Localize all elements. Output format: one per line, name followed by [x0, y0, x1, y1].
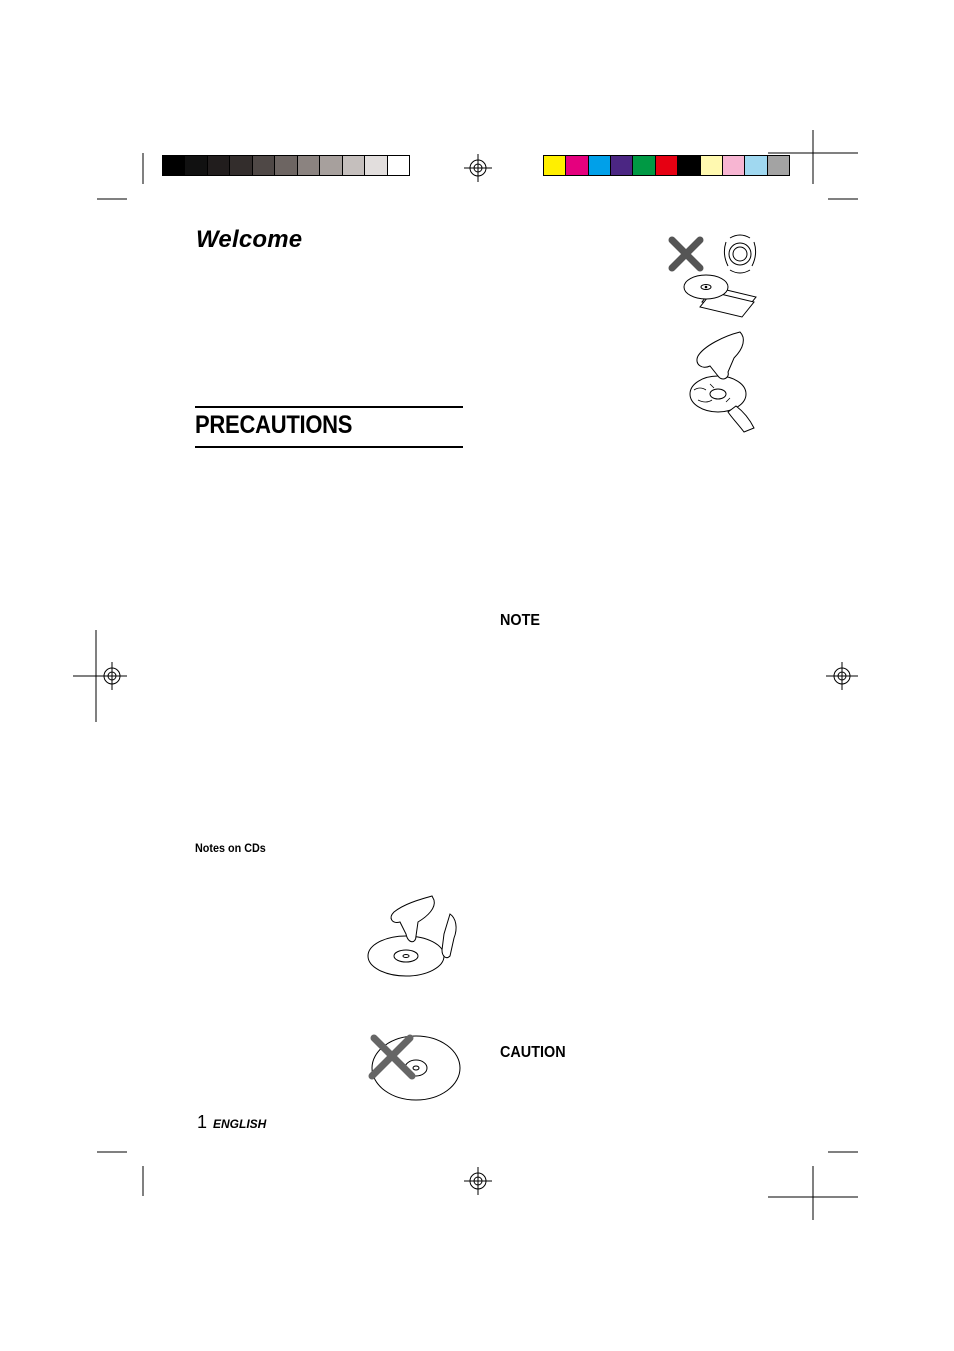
target-top: [464, 154, 492, 182]
gray-swatch: [343, 156, 365, 175]
color-swatch: [768, 156, 789, 175]
color-swatch: [745, 156, 767, 175]
color-swatch: [611, 156, 633, 175]
grayscale-calibration-bar: [162, 155, 410, 176]
cross-icon: [672, 240, 700, 268]
cd-case-icon: [684, 275, 756, 317]
wipe-cd-illustration: [684, 328, 780, 436]
color-swatch: [656, 156, 678, 175]
precautions-rule-bottom: [195, 446, 463, 448]
color-swatch: [723, 156, 745, 175]
color-swatch: [678, 156, 700, 175]
color-swatch: [701, 156, 723, 175]
target-bottom: [464, 1167, 492, 1195]
page-number: 1: [197, 1112, 208, 1132]
gray-swatch: [388, 156, 409, 175]
precautions-heading: PRECAUTIONS: [195, 411, 353, 439]
gray-swatch: [208, 156, 230, 175]
no-heat-or-sunlight-illustration: [664, 232, 764, 322]
hold-cd-correctly-illustration: [366, 894, 466, 980]
color-swatch: [566, 156, 588, 175]
gray-swatch: [320, 156, 342, 175]
caution-heading: CAUTION: [500, 1044, 566, 1061]
sun-icon: [724, 235, 755, 273]
color-swatch: [589, 156, 611, 175]
precautions-rule-top: [195, 406, 463, 408]
color-swatch: [544, 156, 566, 175]
notes-on-cds-heading: Notes on CDs: [195, 841, 266, 855]
gray-swatch: [230, 156, 252, 175]
gray-swatch: [253, 156, 275, 175]
target-left: [98, 662, 126, 690]
gray-swatch: [275, 156, 297, 175]
gray-swatch: [365, 156, 387, 175]
gray-swatch: [298, 156, 320, 175]
welcome-title: Welcome: [196, 226, 303, 253]
language-label: ENGLISH: [213, 1117, 267, 1131]
target-right: [828, 662, 856, 690]
color-swatch: [633, 156, 655, 175]
color-calibration-bar: [543, 155, 790, 176]
gray-swatch: [185, 156, 207, 175]
no-touch-surface-illustration: [366, 1032, 462, 1104]
gray-swatch: [163, 156, 185, 175]
note-heading: NOTE: [500, 612, 541, 629]
